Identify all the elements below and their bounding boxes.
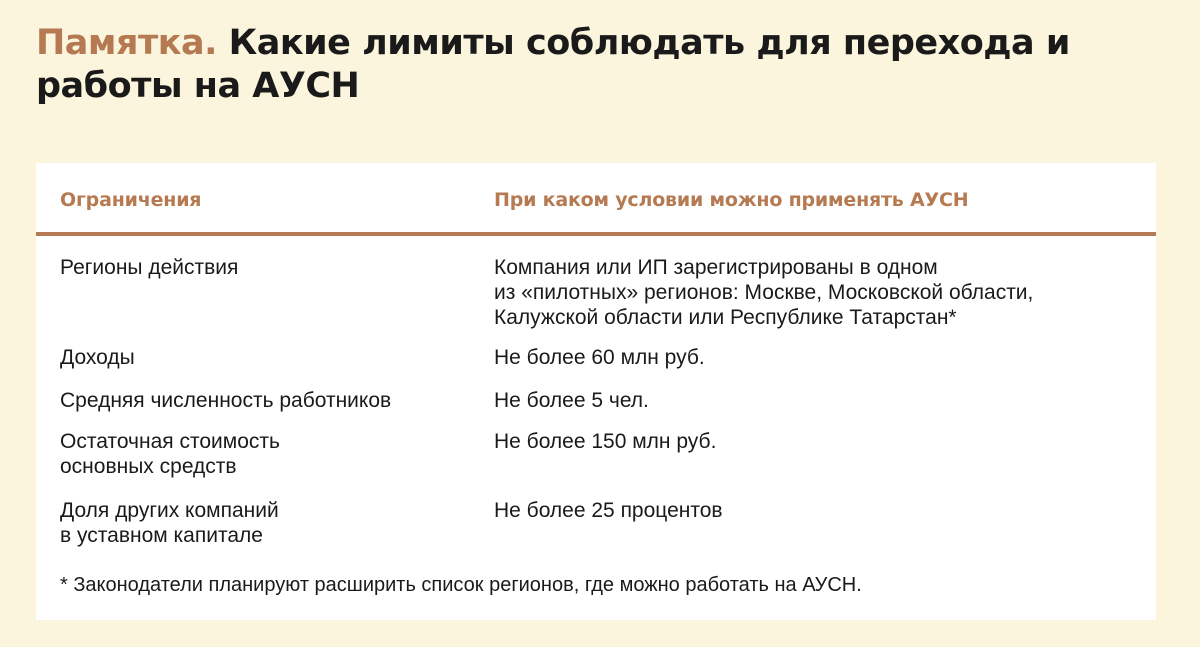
row-assets-limit: Остаточная стоимость основных средств	[60, 430, 280, 478]
limits-table	[36, 163, 1156, 620]
table-header	[36, 163, 1156, 236]
footnote: * Законодатели планируют расширить список регионов, где можно работать на АУСН.	[60, 574, 862, 596]
page-title	[36, 22, 1156, 108]
row-staff-limit: Средняя численность работников	[60, 389, 392, 412]
row-income-condition: Не более 60 млн руб.	[494, 346, 705, 369]
row-income-limit: Доходы	[60, 346, 135, 369]
row-regions-condition: Компания или ИП зарегистрированы в одном из «пилотных» регионов: Москве, Московской области, Калужской области или Республике Татарстан*	[494, 256, 1034, 329]
row-share-condition: Не более 25 процентов	[494, 499, 723, 522]
row-assets-condition: Не более 150 млн руб.	[494, 430, 717, 453]
row-staff-condition: Не более 5 чел.	[494, 389, 649, 412]
header-condition: При каком условии можно применять АУСН	[494, 189, 969, 211]
title-accent: Памятка.	[36, 23, 217, 63]
title-text: Какие лимиты соблюдать для перехода и работы на АУСН	[36, 23, 1070, 106]
header-limits: Ограничения	[60, 189, 202, 211]
row-share-limit: Доля других компаний в уставном капитале	[60, 499, 279, 547]
row-regions-limit: Регионы действия	[60, 256, 239, 279]
